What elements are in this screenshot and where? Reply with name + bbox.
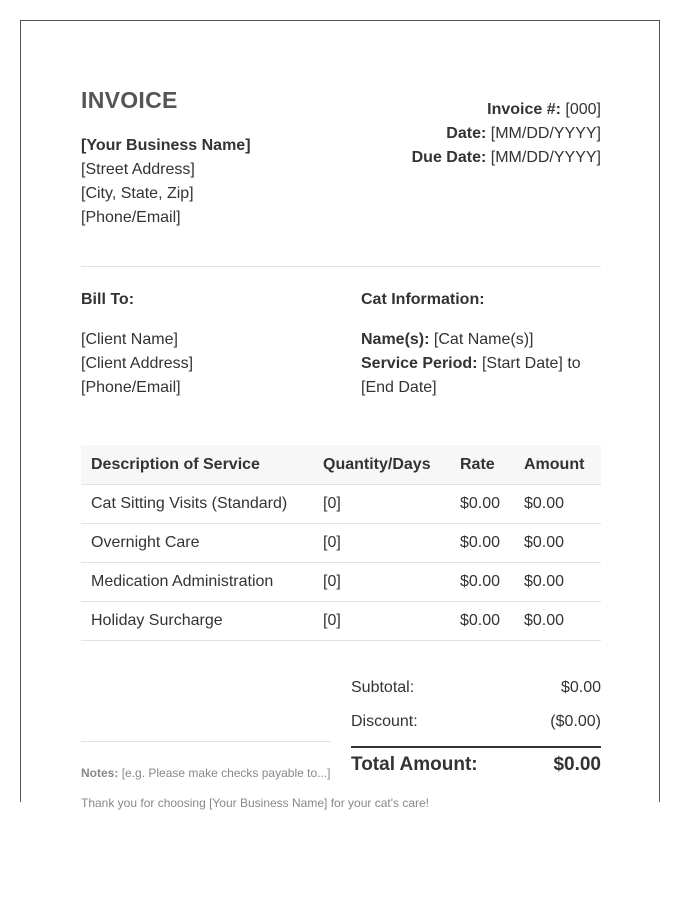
business-name: [Your Business Name] — [81, 137, 251, 154]
business-city: [City, State, Zip] — [81, 185, 194, 202]
invoice-page — [20, 20, 660, 810]
table-row — [81, 524, 601, 563]
row-rate: $0.00 — [450, 602, 514, 641]
services-table — [81, 445, 601, 641]
header-divider — [81, 266, 601, 267]
total-value: $0.00 — [553, 754, 601, 775]
row-quantity: [0] — [313, 602, 450, 641]
row-amount: $0.00 — [514, 524, 601, 563]
client-contact: [Phone/Email] — [81, 379, 181, 396]
row-amount: $0.00 — [514, 563, 601, 602]
total-label: Total Amount: — [351, 754, 478, 775]
cat-info-heading: Cat Information: — [361, 291, 485, 308]
header-quantity: Quantity/Days — [313, 445, 450, 485]
cat-names-line — [361, 328, 601, 352]
invoice-due-line — [412, 146, 601, 170]
invoice-date-label: Date: — [446, 125, 487, 142]
row-quantity: [0] — [313, 563, 450, 602]
invoice-number-line — [412, 98, 601, 122]
row-description: Cat Sitting Visits (Standard) — [81, 485, 313, 524]
cat-names-label: Name(s): — [361, 331, 430, 348]
invoice-date-value: [MM/DD/YYYY] — [490, 125, 601, 142]
row-quantity: [0] — [313, 485, 450, 524]
bill-to-heading: Bill To: — [81, 291, 135, 308]
business-street: [Street Address] — [81, 161, 195, 178]
service-period-end: [End Date] — [361, 379, 437, 396]
thank-you-note: Thank you for choosing [Your Business Name] for your cat's care! — [81, 796, 430, 810]
cat-info-lines — [361, 328, 601, 400]
subtotal-label: Subtotal: — [351, 679, 415, 696]
notes-text: [e.g. Please make checks payable to...] — [121, 766, 331, 780]
service-period-label: Service Period: — [361, 355, 478, 372]
subtotal-value: $0.00 — [560, 679, 601, 696]
service-period-line — [361, 352, 601, 376]
notes-divider — [81, 741, 331, 742]
table-header-row — [81, 445, 601, 485]
discount-label: Discount: — [351, 713, 418, 730]
header-rate: Rate — [450, 445, 514, 485]
subtotal-row — [351, 676, 601, 710]
row-rate: $0.00 — [450, 485, 514, 524]
row-amount: $0.00 — [514, 485, 601, 524]
bill-to-section — [81, 288, 341, 400]
business-info — [81, 134, 251, 230]
row-quantity: [0] — [313, 524, 450, 563]
invoice-meta — [412, 98, 601, 170]
business-contact: [Phone/Email] — [81, 209, 181, 226]
invoice-due-value: [MM/DD/YYYY] — [490, 149, 601, 166]
header-amount: Amount — [514, 445, 601, 485]
notes-label: Notes: — [81, 766, 119, 780]
bill-to-lines — [81, 328, 341, 400]
row-description: Holiday Surcharge — [81, 602, 313, 641]
notes-line — [81, 766, 330, 780]
row-rate: $0.00 — [450, 524, 514, 563]
header-description: Description of Service — [81, 445, 313, 485]
table-row — [81, 563, 601, 602]
cat-names-value: [Cat Name(s)] — [433, 331, 534, 348]
row-description: Overnight Care — [81, 524, 313, 563]
totals-section — [351, 676, 601, 776]
cat-info-section — [361, 288, 601, 400]
row-description: Medication Administration — [81, 563, 313, 602]
table-row — [81, 602, 601, 641]
invoice-number-value: [000] — [565, 101, 601, 118]
total-row — [351, 746, 601, 776]
table-row — [81, 485, 601, 524]
invoice-number-label: Invoice #: — [487, 101, 561, 118]
discount-value: ($0.00) — [550, 713, 601, 730]
row-rate: $0.00 — [450, 563, 514, 602]
invoice-date-line — [412, 122, 601, 146]
service-period-value: [Start Date] to — [481, 355, 581, 372]
row-amount: $0.00 — [514, 602, 601, 641]
discount-row — [351, 710, 601, 744]
client-address: [Client Address] — [81, 355, 194, 372]
invoice-title: INVOICE — [81, 87, 178, 113]
invoice-due-label: Due Date: — [411, 149, 487, 166]
client-name: [Client Name] — [81, 331, 178, 348]
